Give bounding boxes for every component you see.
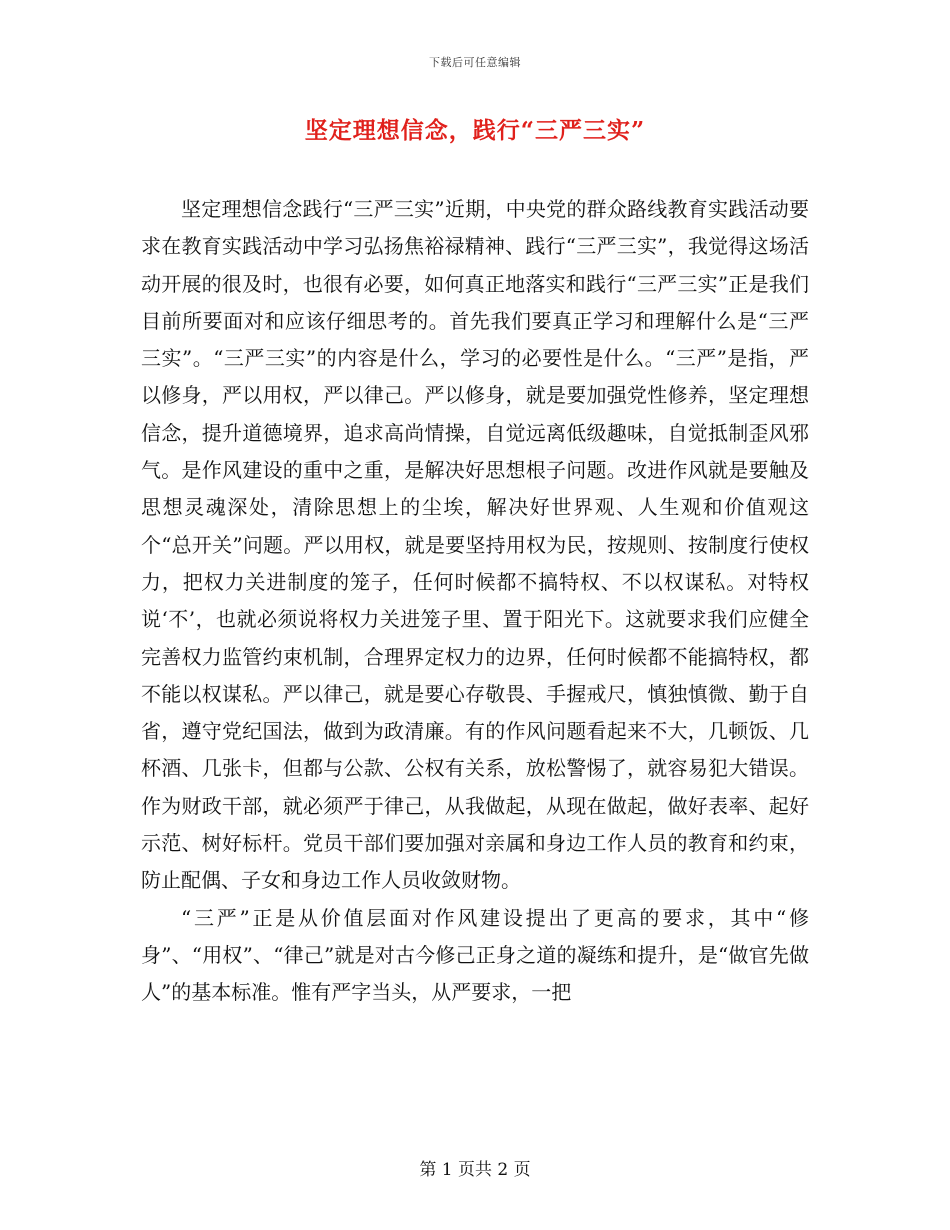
document-body <box>141 191 809 1012</box>
body-paragraph: 坚定理想信念践行“三严三实”近期，中央党的群众路线教育实践活动要求在教育实践活动中学习弘扬焦裕禄精神、践行“三严三实”，我觉得这场活动开展的很及时，也很有必要，如何真正地落实和践行“三严三实”正是我们目前所要面对和应该仔细思考的。首先我们要真正学习和理解什么是“三严三实”。“三严三实”的内容是什么，学习的必要性是什么。“三严”是指，严以修身，严以用权，严以律己。严以修身，就是要加强党性修养，坚定理想信念，提升道德境界，追求高尚情操，自觉远离低级趣味，自觉抵制歪风邪气。是作风建设的重中之重，是解决好思想根子问题。改进作风就是要触及思想灵魂深处，清除思想上的尘埃，解决好世界观、人生观和价值观这个“总开关”问题。严以用权，就是要坚持用权为民，按规则、按制度行使权力，把权力关进制度的笼子，任何时候都不搞特权、不以权谋私。对特权说‘不’，也就必须说将权力关进笼子里、置于阳光下。这就要求我们应健全完善权力监管约束机制，合理界定权力的边界，任何时候都不能搞特权，都不能以权谋私。严以律己，就是要心存敬畏、手握戒尺，慎独慎微、勤于自省，遵守党纪国法，做到为政清廉。有的作风问题看起来不大，几顿饭、几杯酒、几张卡，但都与公款、公权有关系，放松警惕了，就容易犯大错误。作为财政干部，就必须严于律己，从我做起，从现在做起，做好表率、起好示范、树好标杆。党员干部们要加强对亲属和身边工作人员的教育和约束，防止配偶、子女和身边工作人员收敛财物。 <box>141 197 809 893</box>
body-paragraph: “三严”正是从价值层面对作风建设提出了更高的要求，其中“修身”、“用权”、“律己”就是对古今修己正身之道的凝练和提升，是“做官先做人”的基本标准。惟有严字当头，从严要求，一把 <box>141 905 809 1005</box>
document-title: 坚定理想信念，践行“三严三实” <box>304 117 646 144</box>
page-number: 第 1 页共 2 页 <box>419 1160 531 1180</box>
header-note: 下载后可任意编辑 <box>429 56 521 69</box>
